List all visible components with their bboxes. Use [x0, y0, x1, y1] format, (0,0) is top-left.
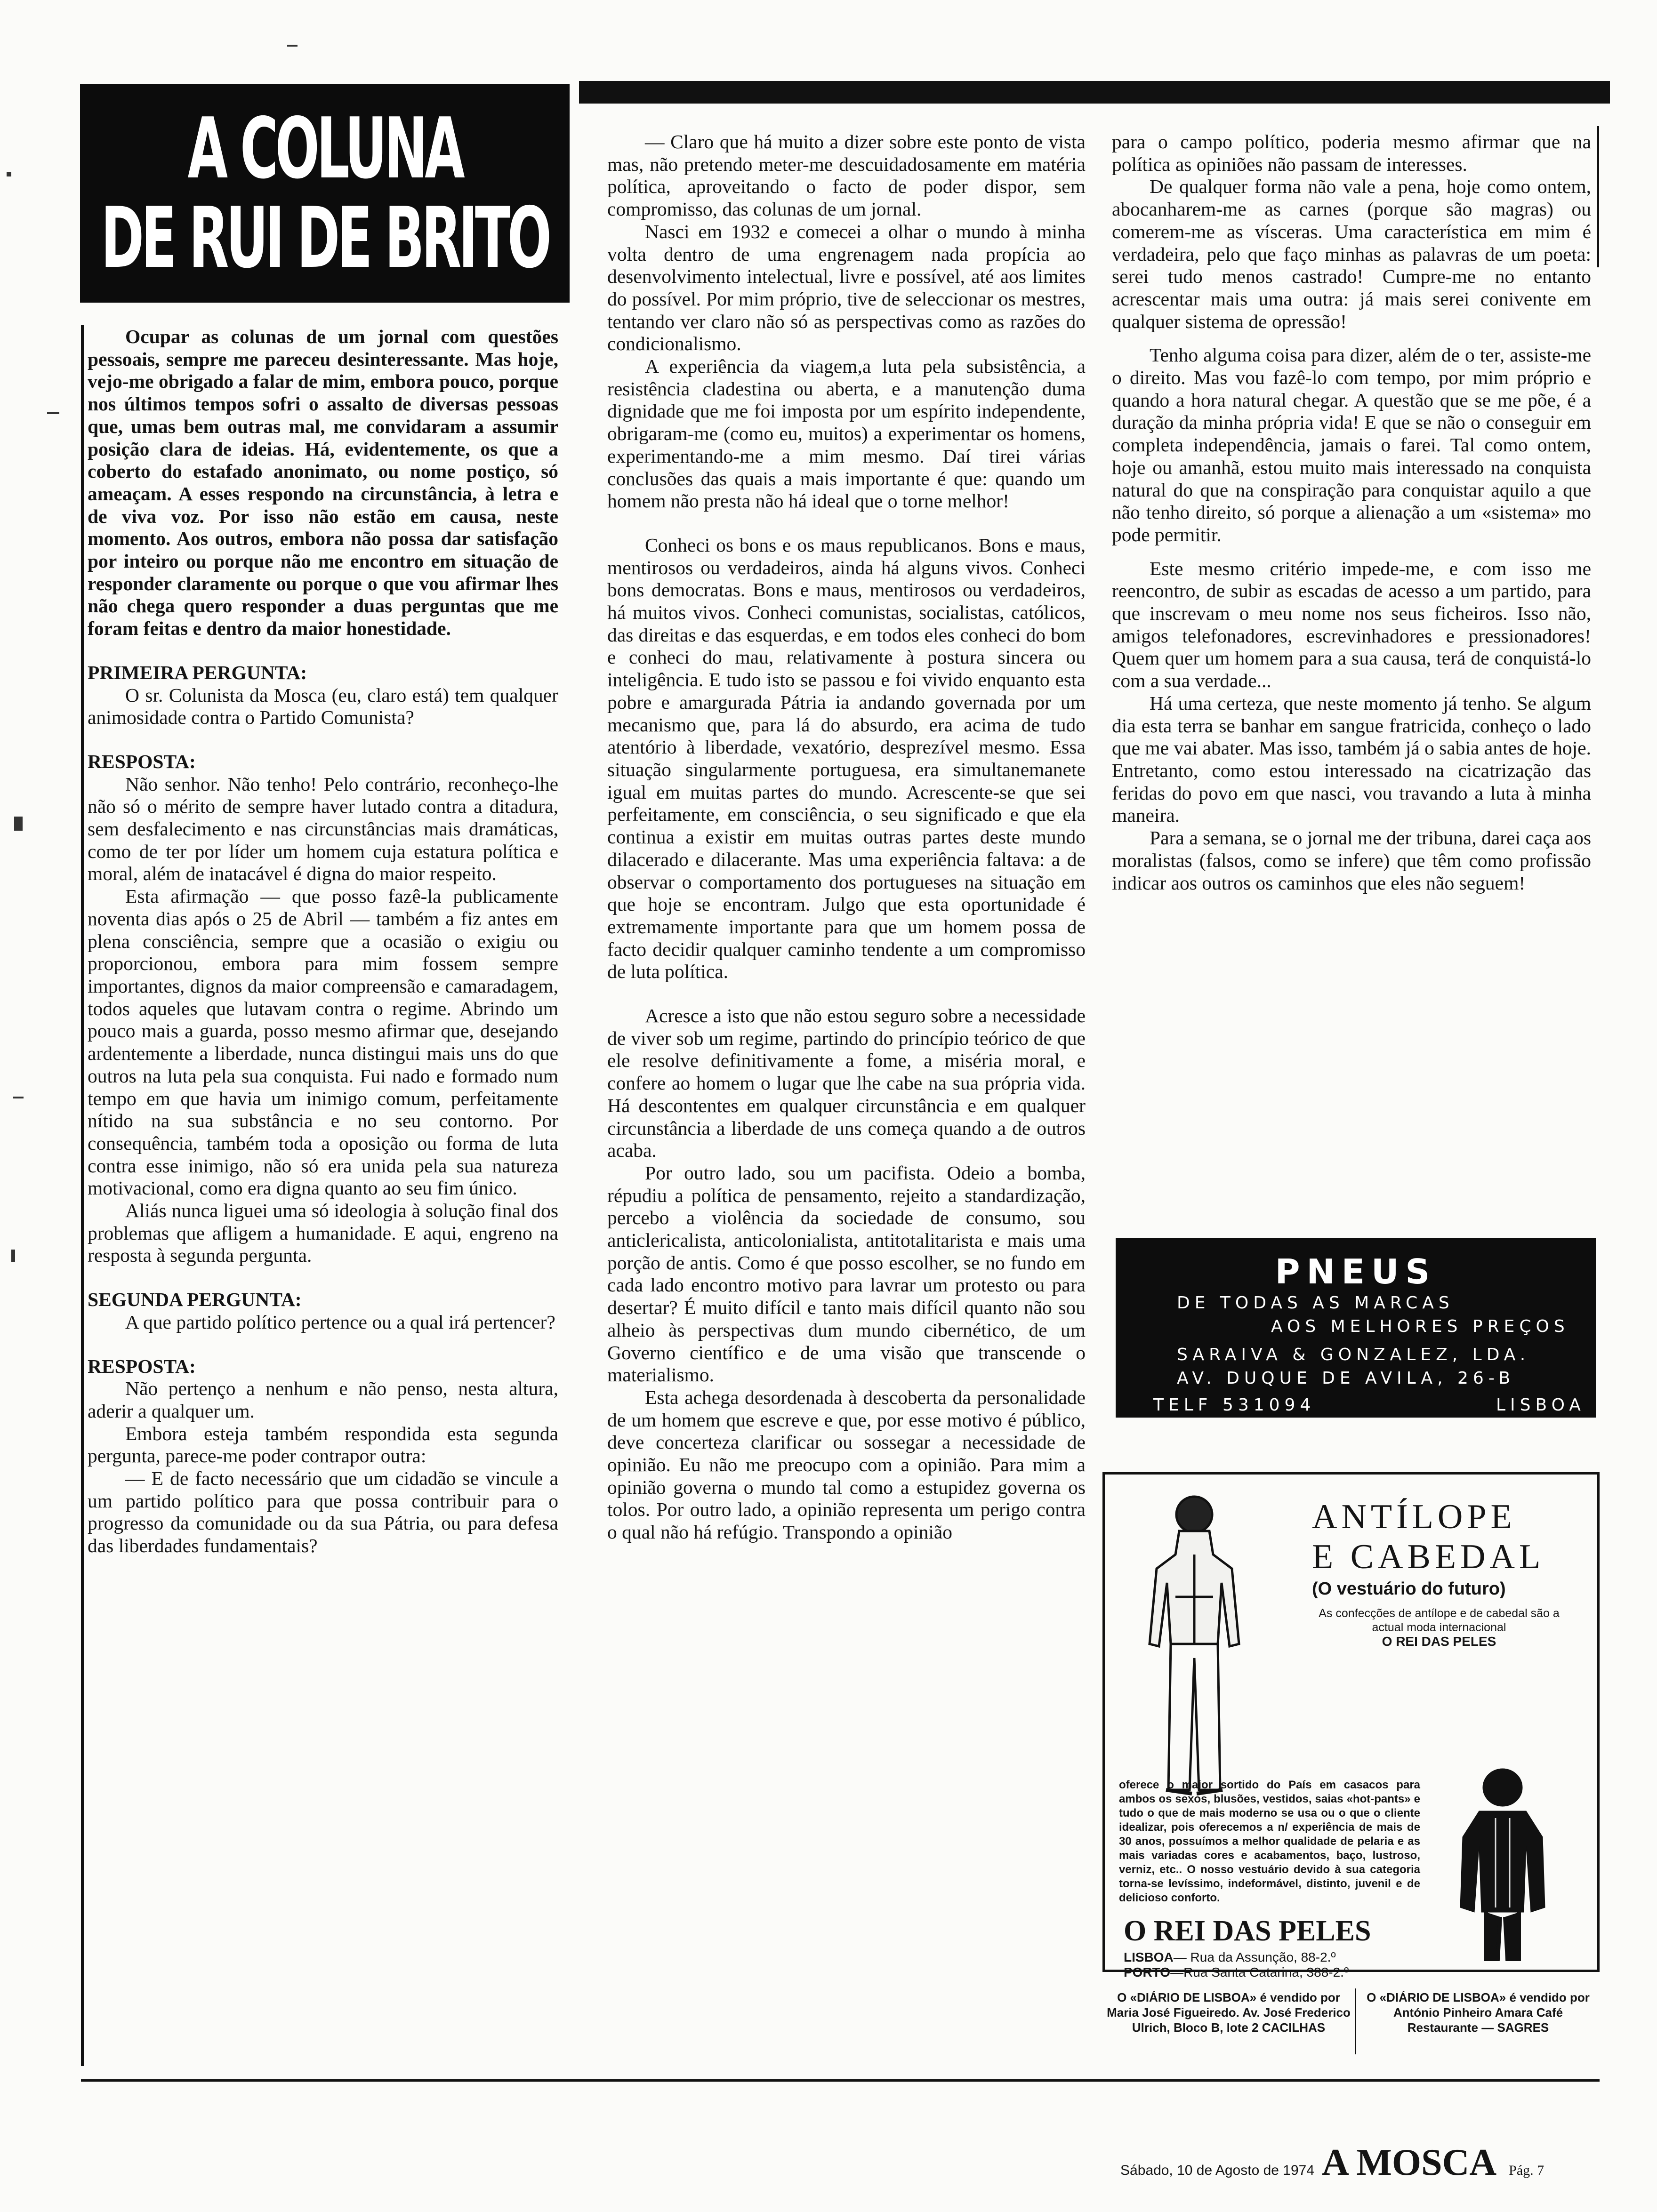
title-line-2: DE RUI DE BRITO — [101, 189, 549, 287]
paragraph: Tenho alguma coisa para dizer, além de o ter, assiste-me o direito. Mas vou fazê-lo com tempo, por mim próprio e quando a hora natural chegar. A questão que se me põe, é a duração da minha própria vida! E que se não o conseguir em completa independência, jamais o farei. Tal como ontem, hoje ou amanhã, estou muito mais interessado na conquista natural do que na conspiração para conquistar aquilo a que não tenho direito, só porque a alienação a um «sistema» mo pode permitir. — [1112, 344, 1591, 545]
margin-mark — [13, 1097, 24, 1098]
margin-mark — [287, 45, 298, 47]
pneus-advertisement — [1116, 1238, 1596, 1418]
pneus-title: PNEUS — [1275, 1252, 1437, 1291]
column-1 — [88, 326, 558, 1557]
pneus-address: AV. DUQUE DE AVILA, 26-B — [1177, 1369, 1515, 1388]
notice-divider — [1355, 1988, 1356, 2054]
ad-brand-inline: O REI DAS PELES — [1382, 1634, 1496, 1649]
ad-address: — Rua da Assunção, 88-2.º — [1173, 1950, 1336, 1964]
ad-intro-text: As confecções de antílope e de cabedal são a actual moda internacional — [1319, 1607, 1560, 1634]
paragraph: para o campo político, poderia mesmo afirmar que na política as opiniões não passam de interesses. — [1112, 131, 1591, 175]
ad-address: —Rua Santa Catarina, 388-2.º — [1170, 1965, 1349, 1980]
question2-text: A que partido político pertence ou a qual irá pertencer? — [125, 1311, 555, 1333]
paragraph: — Claro que há muito a dizer sobre este ponto de vista mas, não pretendo meter-me descuidadosamente em matéria política, aproveitando o facto de poder dispor, sem compromisso, das colunas de um jornal. — [607, 131, 1086, 220]
page-number: Pág. 7 — [1509, 2163, 1544, 2178]
ad-headline-2: E CABEDAL — [1312, 1538, 1545, 1576]
paragraph: Esta achega desordenada à descoberta da personalidade de um homem que escreve e que, por esse motivo é público, deve concerteza clarificar ou sossegar a necessidade de opinião. Eu não me preocupo com a opinião. Para mim a opinião governa o mundo tal como a estupidez governa os tolos. Por outro lado, a opinião representa um perigo contra o qual não há refúgio. Transpondo a opinião — [607, 1386, 1086, 1543]
title-line-1: A COLUNA — [187, 99, 462, 197]
answer2-label: RESPOSTA: — [88, 1355, 196, 1377]
pneus-line: AOS MELHORES PREÇOS — [1271, 1317, 1569, 1336]
margin-mark — [14, 817, 23, 831]
pneus-company: SARAIVA & GONZALEZ, LDA. — [1177, 1345, 1530, 1364]
margin-mark — [7, 172, 11, 176]
ad-body-text — [1312, 1606, 1566, 1649]
column-3 — [1112, 131, 1591, 894]
answer2-paragraph: Não pertenço a nenhum e não penso, nesta altura, aderir a qualquer um. — [88, 1378, 558, 1422]
pneus-line: DE TODAS AS MARCAS — [1177, 1293, 1454, 1313]
footer-date: Sábado, 10 de Agosto de 1974 — [1120, 2163, 1315, 2178]
newspaper-name: A MOSCA — [1322, 2142, 1497, 2183]
paragraph: Acresce a isto que não estou seguro sobre a necessidade de viver sob um regime, partindo do princípio teórico de que ele resolve definitivamente a fome, a miséria moral, e confere ao homem o lugar que lhe cabe na sua própria vida. Há descontentes em qualquer circunstância e em qualquer circunstância a liberdade de uns começa quando a de outros acaba. — [607, 1005, 1086, 1162]
ad-subheadline: (O vestuário do futuro) — [1312, 1579, 1506, 1599]
male-figure-illustration — [1124, 1489, 1265, 1799]
intro-paragraph: Ocupar as colunas de um jornal com questões pessoais, sempre me pareceu desinteressante. Mas hoje, vejo-me obrigado a falar de mim, embora pouco, porque nos últimos tempos sofri o assalto de diversas pessoas que, umas bem outras mal, me convidaram a assumir posição clara de ideias. Há, evidentemente, os que a coberto do estafado anonimato, ou nome postiço, só ameaçam. A esses respondo na circunstância, à letra e de viva voz. Por isso não estão em causa, neste momento. Aos outros, embora não possa dar satisfação por inteiro ou porque não me encontro em situação de responder claramente ou porque o que vou afirmar lhes não chega quero responder a duas perguntas que me foram feitas e dentro da maior honestidade. — [88, 326, 558, 640]
answer1-paragraph: Não senhor. Não tenho! Pelo contrário, reconheço-lhe não só o mérito de sempre haver lutado contra a ditadura, sem desfalecimento e nas circunstâncias mais dramáticas, como de ter por líder um homem cuja estatura política e moral, além de inatacável é digna do maior respeito. — [88, 773, 558, 885]
pneus-phone: TELF 531094 — [1153, 1395, 1316, 1415]
answer2-paragraph: — E de facto necessário que um cidadão se vincule a um partido político para que possa contribuir para o progresso da comunidade ou da sua Pátria, ou para defesa das liberdades fundamentais? — [88, 1467, 558, 1557]
ad-addresses — [1124, 1950, 1349, 1980]
page-footer — [1120, 2141, 1544, 2184]
answer1-label: RESPOSTA: — [88, 750, 196, 772]
column-title-box — [80, 84, 570, 303]
ad-brand-name: O REI DAS PELES — [1124, 1915, 1371, 1947]
paragraph: Há uma certeza, que neste momento já tenho. Se algum dia esta terra se banhar em sangue fratricida, conheço o lado que me vai abater. Mas isso, também já o sabia antes de hoje. Entretanto, como estou interessado na cicatrização das feridas do povo em que nasci, vou travando a luta à minha maneira. — [1112, 692, 1591, 826]
female-figure-illustration — [1434, 1766, 1571, 1964]
answer1-paragraph: Aliás nunca liguei uma só ideologia à solução final dos problemas que afligem a humanidade. E aqui, engreno na resposta à segunda pergunta. — [88, 1200, 558, 1266]
paragraph: Este mesmo critério impede-me, e com isso me reencontro, de subir as escadas de acesso a um partido, para que inscrevam o meu nome nos seus ficheiros. Isso não, amigos telefonadores, escrevinhadores e pressionadores! Quem quer um homem para a sua causa, terá de conquistá-lo com a sua verdade... — [1112, 557, 1591, 692]
paragraph: A experiência da viagem,a luta pela subsistência, a resistência cladestina ou aberta, e a manutenção duma dignidade que me foi imposta por um espírito independente, obrigaram-me (como eu, muitos) a experimentar os homens, experimentando-me a mim mesmo. Daí tirei várias conclusões das quais a mais importante é que: quando um homem não presta não há ideal que o torne melhor! — [607, 355, 1086, 512]
paragraph: Conheci os bons e os maus republicanos. Bons e maus, mentirosos ou verdadeiros, ainda há alguns vivos. Conheci bons democratas. Bons e maus, mentirosos ou verdadeiros, há muitos vivos. Conheci comunistas, socialistas, católicos, das direitas e das esquerdas, e em todos eles conheci do bom e conheci do mau, relativamente à postura sincera ou inteligência. E tudo isto se passou e foi vivido enquanto esta pobre e amargurada Pátria ia andando governada por um mecanismo que, para lá do absurdo, era acima de tudo atentório à liberdade, vexatório, desprezível mesmo. Essa situação singularmente portuguesa, era simultanemanete igual em muitas partes do mundo. Acrescente-se que sei perfeitamente, em consciência, o seu significado e que ela continua a existir em muitas outras partes deste mundo dilacerado e dilacerante. Mas uma experiência faltava: a de observar o comportamento dos portugueses na situação em que hoje se encontram. Julgo que esta oportunidade é extremamente importante para que um homem possa de facto decidir qualquer caminho tendente a um compromisso de luta política. — [607, 534, 1086, 983]
vendor-notice-sagres: O «DIÁRIO DE LISBOA» é vendido por António Pinheiro Amara Café Restaurante — SAGRES — [1367, 1990, 1590, 2035]
paragraph: Por outro lado, sou um pacifista. Odeio a bomba, répudiu a política de pensamento, rejeito a standardização, percebo a violência da sociedade de consumo, sou anticlericalista, anticolonialista, antitotalitarista e mais uma porção de antis. Como é que posso escolher, se no fundo em cada lado encontro motivo para lavrar um protesto ou para desertar? É muito difícil e tanto mais difícil quanto não sou alheio às perspectivas dum mundo cibernético, de um Governo científico e de uma visão que transcende o materialismo. — [607, 1162, 1086, 1386]
ad-headline-1: ANTÍLOPE — [1312, 1498, 1516, 1536]
paragraph: Para a semana, se o jornal me der tribuna, darei caça aos moralistas (falsos, como se infere) que têm como profissão indicar aos outros os caminhos que eles não seguem! — [1112, 827, 1591, 894]
ad-description: oferece o maior sortido do País em casacos para ambos os sexos, blusões, vestidos, saias «hot-pants» e tudo o que de mais moderno se usa ou o que o cliente idealizar, pois oferecemos a n/ experiência de mais de 30 anos, possuímos a melhor qualidade de pelaria e as mais variadas cores e acabamentos, baço, lustroso, verniz, etc.. O nosso vestuário devido à sua categoria torna-se levíssimo, indeformável, distinto, juvenil e de delicioso conforto. — [1119, 1779, 1420, 1904]
ad-address-city: LISBOA — [1124, 1950, 1174, 1964]
pneus-city: LISBOA — [1496, 1395, 1585, 1415]
header-rule — [579, 81, 1610, 104]
question2-label: SEGUNDA PERGUNTA: — [88, 1289, 302, 1311]
answer2-paragraph: Embora esteja também respondida esta segunda pergunta, parece-me poder contrapor outra: — [88, 1422, 558, 1467]
rei-das-peles-advertisement — [1102, 1472, 1600, 1980]
column-2 — [607, 131, 1086, 1544]
question1-label: PRIMEIRA PERGUNTA: — [88, 661, 307, 683]
question1-text: O sr. Colunista da Mosca (eu, claro está) tem qualquer animosidade contra o Partido Comunista? — [88, 684, 558, 729]
column1-rule — [81, 325, 84, 2066]
paragraph: De qualquer forma não vale a pena, hoje como ontem, abocanharem-me as carnes (porque são magras) ou comerem-me as vísceras. Uma característica em mim é verdadeira, pelo que faço minhas as palavras de um poeta: serei tudo menos castrado! Cumpre-me no entanto acrescentar mais uma outra: já mais serei conivente em qualquer sistema de opressão! — [1112, 176, 1591, 332]
ad-address-city: PORTO — [1124, 1965, 1171, 1980]
margin-mark — [47, 412, 59, 414]
margin-mark — [11, 1250, 15, 1262]
paragraph: Nasci em 1932 e comecei a olhar o mundo à minha volta dentro de uma engrenagem nada propícia ao desenvolvimento intelectual, livre e possível, até aos limites do possível. Por mim próprio, tive de seleccionar os mestres, tentando ver claro não só as perspectivas como as razões do condicionalismo. — [607, 220, 1086, 355]
vendor-notice-cacilhas: O «DIÁRIO DE LISBOA» é vendido por Maria José Figueiredo. Av. José Frederico Ulrich, Bloco B, lote 2 CACILHAS — [1107, 1990, 1351, 2035]
footer-rule — [81, 2079, 1600, 2082]
answer1-paragraph: Esta afirmação — que posso fazê-la publicamente noventa dias após o 25 de Abril — também a fiz antes em plena consciência, sempre que a ocasião o exigiu ou proporcionou, embora para mim fossem sempre importantes, dignos da maior compreensão e camaradagem, todos aqueles que lutavam contra o regime. Abrindo um pouco mais a guarda, posso mesmo afirmar que, desejando ardentemente a liberdade, nunca distingui mais uns do que outros na luta pela sua conquista. Fui nado e formado num tempo em que havia um inimigo comum, perfeitamente nítido na sua substância e no seu contorno. Por consequência, também toda a oposição ou forma de luta contra esse inimigo, não só era unida pela sua natureza motivacional, como era digna quanto ao seu fim único. — [88, 885, 558, 1199]
column3-rule — [1597, 126, 1599, 267]
